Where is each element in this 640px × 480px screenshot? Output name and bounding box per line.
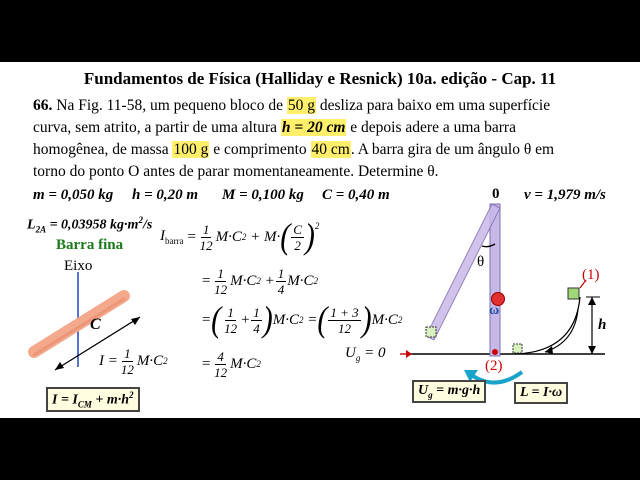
angle-label: θ <box>477 254 485 270</box>
axis-label: Eixo <box>64 258 93 274</box>
given-m: m = 0,050 kg <box>33 187 114 203</box>
curved-track <box>515 297 580 354</box>
derivation-line-2: = $\frac{1}{12}$ M·C 2 + $\frac{1}{4}$ M·C 2 <box>201 266 318 297</box>
point2-label: (2) <box>485 358 503 374</box>
potential-formula-box: $U_g = m\cdot g\cdot h$ <box>412 380 486 403</box>
block-on-bar <box>426 327 436 337</box>
length-arrowhead-right <box>131 317 140 325</box>
momentum-formula-box: L = I·ω <box>514 382 568 404</box>
page-title: Fundamentos de Física (Halliday e Resnick) 10a. edição - Cap. 11 <box>83 69 557 88</box>
parallel-axis-box: $I = I_{CM} + m\cdot h^2$ <box>46 387 140 412</box>
given-M: M = 0,100 kg <box>222 187 304 203</box>
block-bottom <box>513 344 522 353</box>
derivation-line-4: = $\frac{4}{12}$ M·C 2 <box>201 349 261 380</box>
highlight-mass-block: 50 g <box>287 97 315 114</box>
omega-label: ω <box>489 303 500 318</box>
block-top <box>568 288 579 299</box>
height-label: h <box>598 317 607 333</box>
height-arrow-bottom <box>588 346 596 354</box>
rod-label: Barra fina <box>56 237 124 253</box>
vertical-bar <box>490 204 500 356</box>
slide <box>0 62 640 418</box>
pivot-marker <box>492 349 498 355</box>
derivation-line-3: = ( $\frac{1}{12}$ + $\frac{1}{4}$ ) M·C 2 = ( $\frac{1 + 3}{12}$ ) M·C 2 <box>201 299 403 340</box>
derivation-line-1: $I_{barra}$ = $\frac{1}{12}$ M·C 2 + M· ( $\frac{C}{2}$ ) $^2$ <box>160 216 320 257</box>
potential-zero-label: $U_g = 0$ <box>345 345 386 363</box>
problem-line-3: homogênea, de massa 100 g e comprimento 40 cm. A barra gira de um ângulo θ em <box>33 141 555 158</box>
highlight-mass-bar: 100 g <box>173 141 209 158</box>
problem-line-1: 66. Na Fig. 11-58, um pequeno bloco de 50 g desliza para baixo em uma superfície <box>33 97 551 114</box>
rod-inertia: I = $\frac{1}{12}$ M·C 2 <box>99 346 168 377</box>
given-h: h = 0,20 m <box>132 187 199 203</box>
rod-length-label: C <box>90 316 101 333</box>
highlight-height: h = 20 cm <box>281 119 346 136</box>
given-v: v = 1,979 m/s <box>524 187 606 203</box>
height-arrow-top <box>588 297 596 305</box>
problem-line-4: torno do ponto O antes de parar momentaneamente. Determine θ. <box>33 163 439 180</box>
pivot-label: 0 <box>492 186 500 202</box>
highlight-length: 40 cm <box>311 141 350 158</box>
zero-level-arrowhead <box>406 350 412 358</box>
length-arrowhead-left <box>55 362 64 370</box>
angular-momentum-result: $L_{2A} = 0,03958$ $kg\cdot m^2/s$ <box>27 215 153 235</box>
problem-line-2: curva, sem atrito, a partir de uma altura h = 20 cm e depois adere a uma barra <box>33 119 516 136</box>
thin-rod <box>34 296 124 352</box>
point1-label: (1) <box>582 267 600 283</box>
given-C: C = 0,40 m <box>322 187 390 203</box>
tilted-bar <box>426 204 500 340</box>
